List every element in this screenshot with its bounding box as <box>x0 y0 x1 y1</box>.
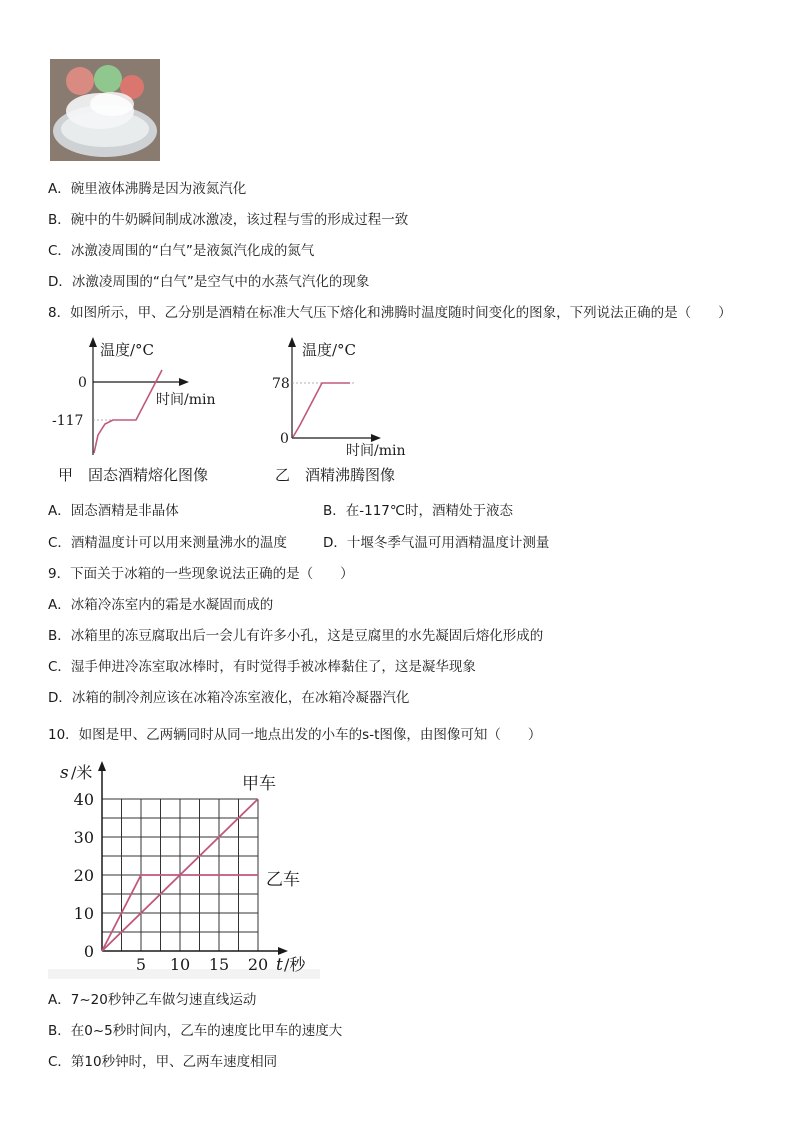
origin-label: 0 <box>83 942 94 961</box>
st-xlabel-var: t <box>276 955 283 975</box>
q10-stem: 10．如图是甲、乙两辆同时从同一地点出发的小车的s-t图像，由图像可知（ ） <box>48 727 542 743</box>
st-graph <box>48 757 320 979</box>
q7-option-c: C．冰激凌周围的“白气”是液氮汽化成的氮气 <box>48 243 315 259</box>
ice-cream-photo <box>50 59 160 161</box>
melting-caption: 甲 固态酒精熔化图像 <box>58 466 209 484</box>
q9-option-b: B．冰箱里的冻豆腐取出后一会儿有许多小孔，这是豆腐里的水先凝固后熔化形成的 <box>48 628 544 644</box>
q8-stem: 8．如图所示，甲、乙分别是酒精在标准大气压下熔化和沸腾时温度随时间变化的图象，下列说法正确的是（ ） <box>48 305 732 321</box>
series-label-jia: 甲车 <box>242 774 276 794</box>
melting-xlabel: 时间/min <box>156 392 216 408</box>
boiling-ylabel: 温度/°C <box>302 341 357 359</box>
q8-option-c: C．酒精温度计可以用来测量沸水的温度 <box>48 535 287 551</box>
y-axis-arrow <box>98 761 106 771</box>
melting-tick-zero: 0 <box>78 375 87 391</box>
st-ylabel-var: s <box>60 763 69 783</box>
boiling-caption: 乙 酒精沸腾图像 <box>275 466 396 484</box>
q9-option-d: D．冰箱的制冷剂应该在冰箱冷冻室液化，在冰箱冷凝器汽化 <box>48 690 410 706</box>
q7-option-d: D．冰激凌周围的“白气”是空气中的水蒸气汽化的现象 <box>48 274 370 290</box>
q10-option-a: A．7~20秒钟乙车做匀速直线运动 <box>48 992 257 1008</box>
q7-option-a: A．碗里液体沸腾是因为液氮汽化 <box>48 181 247 197</box>
boiling-graph <box>270 335 430 490</box>
melting-graph <box>48 335 248 490</box>
boiling-xlabel: 时间/min <box>346 443 406 459</box>
st-xlabel-unit: /秒 <box>284 955 306 974</box>
y-tick-label: 40 <box>73 790 94 809</box>
q9-option-c: C．湿手伸进冷冻室取冰棒时，有时觉得手被冰棒黏住了，这是凝华现象 <box>48 659 476 675</box>
y-tick-label: 30 <box>73 828 94 847</box>
q7-option-b: B．碗中的牛奶瞬间制成冰激凌，该过程与雪的形成过程一致 <box>48 212 409 228</box>
boiling-curve <box>293 383 350 437</box>
ice-cream-bowl-image <box>50 59 160 161</box>
x-tick-label: 15 <box>208 955 230 974</box>
boiling-tick-zero: 0 <box>280 431 289 447</box>
melting-tick-117: -117 <box>52 413 84 429</box>
q9-stem: 9．下面关于冰箱的一些现象说法正确的是（ ） <box>48 566 354 582</box>
x-axis-arrow <box>278 947 288 955</box>
st-ylabel-unit: /米 <box>71 763 93 782</box>
q10-option-c: C．第10秒钟时，甲、乙两车速度相同 <box>48 1054 278 1070</box>
q10-option-b: B．在0~5秒时间内，乙车的速度比甲车的速度大 <box>48 1023 343 1039</box>
boiling-tick-78: 78 <box>272 376 290 392</box>
q9-option-a: A．冰箱冷冻室内的霜是水凝固而成的 <box>48 597 274 613</box>
q8-option-a: A．固态酒精是非晶体 <box>48 503 179 519</box>
x-tick-label: 20 <box>247 955 269 974</box>
series-label-yi: 乙车 <box>266 870 300 890</box>
q8-option-d: D．十堰冬季气温可用酒精温度计测量 <box>323 535 550 551</box>
q8-option-b: B．在-117℃时，酒精处于液态 <box>323 503 514 519</box>
y-tick-label: 20 <box>73 866 94 885</box>
y-tick-label: 10 <box>73 904 94 923</box>
x-tick-label: 10 <box>169 955 191 974</box>
melting-ylabel: 温度/°C <box>100 341 155 359</box>
x-tick-label: 5 <box>135 955 147 974</box>
